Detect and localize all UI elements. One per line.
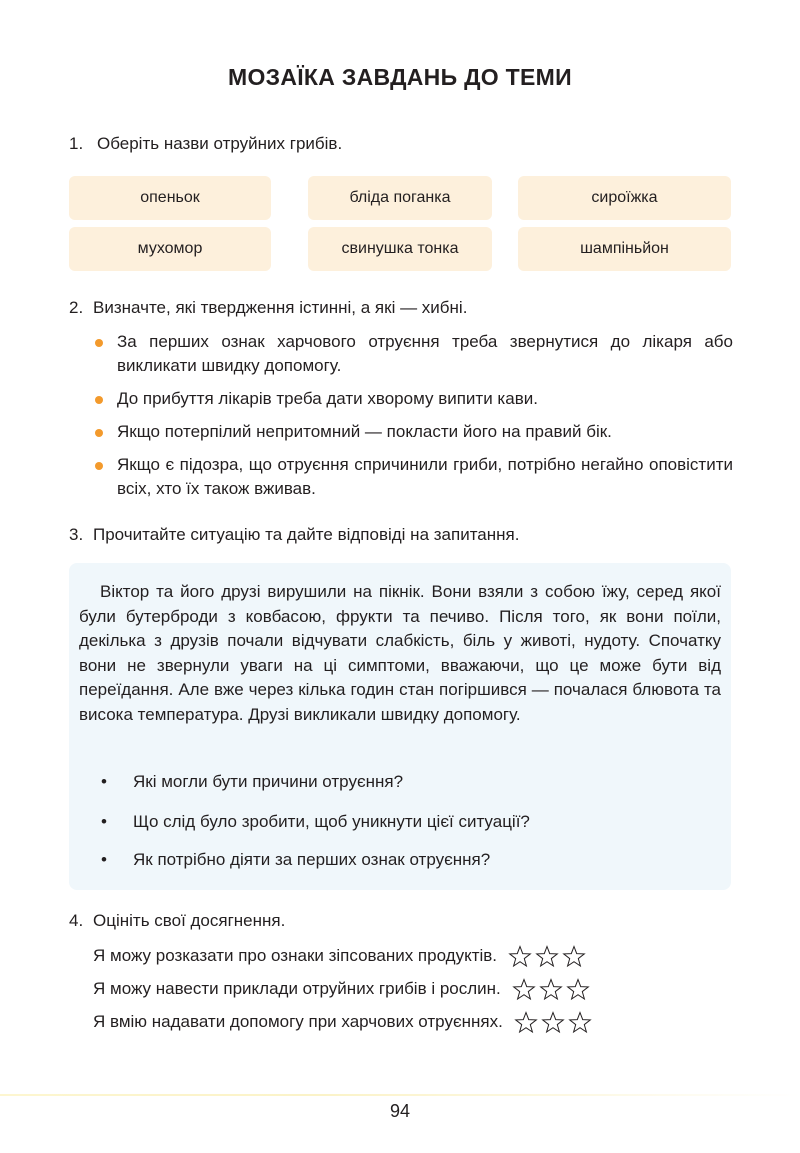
story-box <box>69 563 731 890</box>
bullet-dot-icon <box>95 429 103 437</box>
option-mukhomor[interactable]: мухомор <box>69 227 271 271</box>
option-blida-pohanka[interactable]: бліда поганка <box>308 176 492 220</box>
star-outline-icon[interactable] <box>514 1011 538 1035</box>
statement-text: За перших ознак харчового отруєння треба звернутися до лікаря або викликати швидку допомогу. <box>117 332 733 375</box>
question-text: Як потрібно діяти за перших ознак отруєння? <box>133 850 491 869</box>
star-outline-icon[interactable] <box>508 945 532 969</box>
star-outline-icon[interactable] <box>512 978 536 1002</box>
bullet-dot-icon: • <box>101 772 107 791</box>
task-1-number: 1. <box>69 134 84 153</box>
achievement-text: Я вмію надавати допомогу при харчових отруєннях. <box>93 1012 503 1031</box>
achievement-text: Я можу навести приклади отруйних грибів і рослин. <box>93 979 501 998</box>
task-1-text: Оберіть назви отруйних грибів. <box>97 134 343 153</box>
star-outline-icon[interactable] <box>566 978 590 1002</box>
achievement-row <box>93 977 593 1002</box>
achievement-row <box>93 1010 595 1035</box>
option-svynushka-tonka[interactable]: свинушка тонка <box>308 227 492 271</box>
statements-list <box>93 330 733 510</box>
question-text: Що слід було зробити, щоб уникнути цієї ситуації? <box>133 812 530 831</box>
option-syroizhka[interactable]: сироїжка <box>518 176 731 220</box>
page-number: 94 <box>389 1101 411 1121</box>
star-outline-icon[interactable] <box>539 978 563 1002</box>
statement-text: Якщо потерпілий непритомний — покласти його на правий бік. <box>117 422 612 441</box>
task-4-text: Оцініть свої досягнення. <box>93 911 286 930</box>
task-4-heading <box>69 910 285 932</box>
task-3-text: Прочитайте ситуацію та дайте відповіді на запитання. <box>93 525 520 544</box>
star-rating[interactable] <box>512 977 593 1002</box>
question-item <box>101 771 403 793</box>
bullet-dot-icon <box>95 339 103 347</box>
question-text: Які могли бути причини отруєння? <box>133 772 404 791</box>
task-3-heading <box>69 524 519 546</box>
statement-text: До прибуття лікарів треба дати хворому випити кави. <box>117 389 538 408</box>
option-openok[interactable]: опеньок <box>69 176 271 220</box>
star-outline-icon[interactable] <box>568 1011 592 1035</box>
task-3-number: 3. <box>69 525 84 544</box>
task-2-text: Визначте, які твердження істинні, а які — хибні. <box>93 298 468 317</box>
bullet-dot-icon <box>95 396 103 404</box>
task-2-number: 2. <box>69 298 84 317</box>
bullet-dot-icon <box>95 462 103 470</box>
story-text: Віктор та його друзі вирушили на пікнік. Вони взяли з собою їжу, серед якої були бутерброди з ковбасою, фрукти та печиво. Після того, як вони поїли, декілька з друзів почали відчувати слабкість, біль у животі, нудоту. Спочатку вони не звернули уваги на ці симптоми, вважаючи, що це може бути від переїдання. Але вже через кілька годин стан погіршився — почалася блювота та висока температура. Друзі викликали швидку допомогу. <box>79 582 721 724</box>
option-shampinion[interactable]: шампіньйон <box>518 227 731 271</box>
statement-item <box>93 453 733 501</box>
task-1-heading <box>69 133 342 155</box>
star-outline-icon[interactable] <box>541 1011 565 1035</box>
statement-text: Якщо є підозра, що отруєння спричинили гриби, потрібно негайно оповістити всіх, хто їх також вживав. <box>117 455 733 498</box>
page-title: МОЗАЇКА ЗАВДАНЬ ДО ТЕМИ <box>228 64 572 90</box>
statement-item <box>93 330 733 378</box>
star-rating[interactable] <box>514 1010 595 1035</box>
question-item <box>101 811 530 833</box>
bullet-dot-icon: • <box>101 850 107 869</box>
footer-divider <box>0 1094 800 1096</box>
statement-item <box>93 420 733 444</box>
star-rating[interactable] <box>508 944 589 969</box>
star-outline-icon[interactable] <box>535 945 559 969</box>
statement-item <box>93 387 733 411</box>
achievement-text: Я можу розказати про ознаки зіпсованих продуктів. <box>93 946 498 965</box>
bullet-dot-icon: • <box>101 812 107 831</box>
task-4-number: 4. <box>69 911 84 930</box>
star-outline-icon[interactable] <box>562 945 586 969</box>
task-2-heading <box>69 297 467 319</box>
achievement-row <box>93 944 589 969</box>
question-item <box>101 849 490 871</box>
